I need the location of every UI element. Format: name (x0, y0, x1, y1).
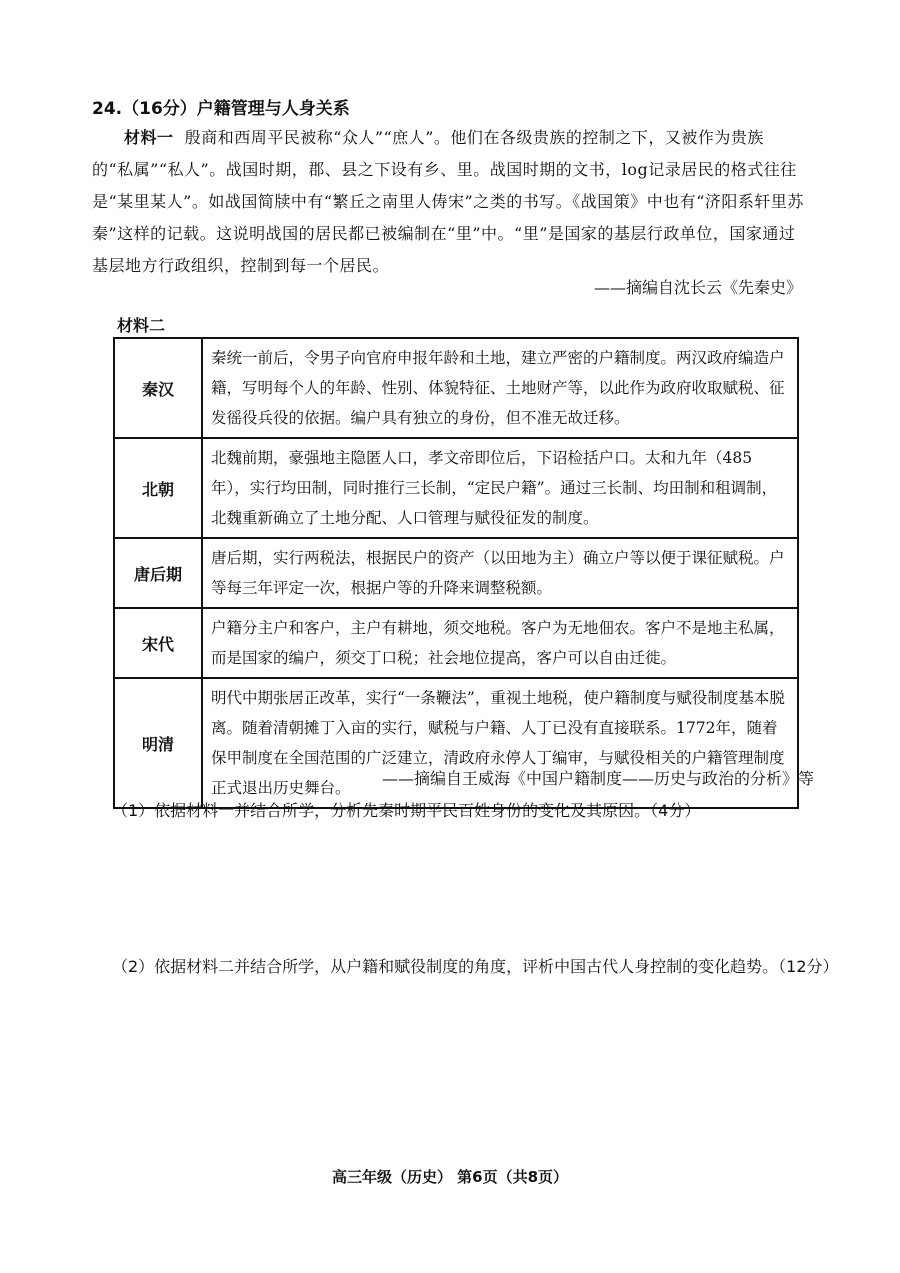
content-cell: 明代中期张居正改革，实行“一条鞭法”，重视土地税，使户籍制度与赋役制度基本脱离。随着清朝摊丁入亩的实行，赋税与户籍、人丁已没有直接联系。1772年，随着保甲制度在全国范围的广泛建立，清政府永停人丁编审，与赋役相关的户籍管理制度正式退出历史舞台。 (202, 678, 798, 808)
material-one-source: ——摘编自沈长云《先秦史》 (593, 278, 802, 297)
material-two-label: 材料二 (117, 316, 166, 335)
period-cell: 北朝 (114, 438, 202, 538)
content-cell: 秦统一前后，令男子向官府申报年龄和土地，建立严密的户籍制度。两汉政府编造户籍，写明每个人的年龄、性别、体貌特征、土地财产等，以此作为政府收取赋税、征发徭役兵役的依据。编户具有独立的身份，但不准无故迁移。 (202, 338, 798, 438)
question-title: 24.（16分）户籍管理与人身关系 (92, 99, 350, 119)
content-cell: 户籍分主户和客户，主户有耕地，须交地税。客户为无地佃农。客户不是地主私属，而是国家的编户，须交丁口税；社会地位提高，客户可以自由迁徙。 (202, 608, 798, 678)
table-row (114, 608, 798, 678)
table-row (114, 538, 798, 608)
material-one-label: 材料一 (124, 128, 174, 147)
page-footer: 高三年级（历史） 第6页（共8页） (331, 1168, 569, 1186)
material-two-source: ——摘编自王威海《中国户籍制度——历史与政治的分析》等 (381, 769, 814, 788)
sub-question-1: （1）依据材料一并结合所学，分析先秦时期平民百姓身份的变化及其原因。（4分） (112, 801, 701, 820)
content-cell: 唐后期，实行两税法，根据民户的资产（以田地为主）确立户等以便于课征赋税。户等每三年评定一次，根据户等的升降来调整税额。 (202, 538, 798, 608)
period-cell: 秦汉 (114, 338, 202, 438)
table-row (114, 438, 798, 538)
material-one (92, 122, 804, 282)
period-cell: 明清 (114, 678, 202, 808)
period-cell: 唐后期 (114, 538, 202, 608)
material-two-table (113, 337, 799, 809)
table-row (114, 338, 798, 438)
material-one-text: 殷商和西周平民被称“众人”“庶人”。他们在各级贵族的控制之下，又被作为贵族的“私属”“私人”。战国时期，郡、县之下设有乡、里。战国时期的文书，log记录居民的格式往往是“某里某人”。如战国简牍中有“繁丘之南里人俦宋”之类的书写。《战国策》中也有“济阳系轩里苏秦”这样的记载。这说明战国的居民都已被编制在“里”中。“里”是国家的基层行政单位，国家通过基层地方行政组织，控制到每一个居民。 (92, 128, 804, 275)
sub-question-2: （2）依据材料二并结合所学，从户籍和赋役制度的角度，评析中国古代人身控制的变化趋势。（12分） (112, 957, 839, 976)
period-cell: 宋代 (114, 608, 202, 678)
content-cell: 北魏前期，豪强地主隐匿人口，孝文帝即位后，下诏检括户口。太和九年（485年），实行均田制，同时推行三长制，“定民户籍”。通过三长制、均田制和租调制，北魏重新确立了土地分配、人口管理与赋役征发的制度。 (202, 438, 798, 538)
